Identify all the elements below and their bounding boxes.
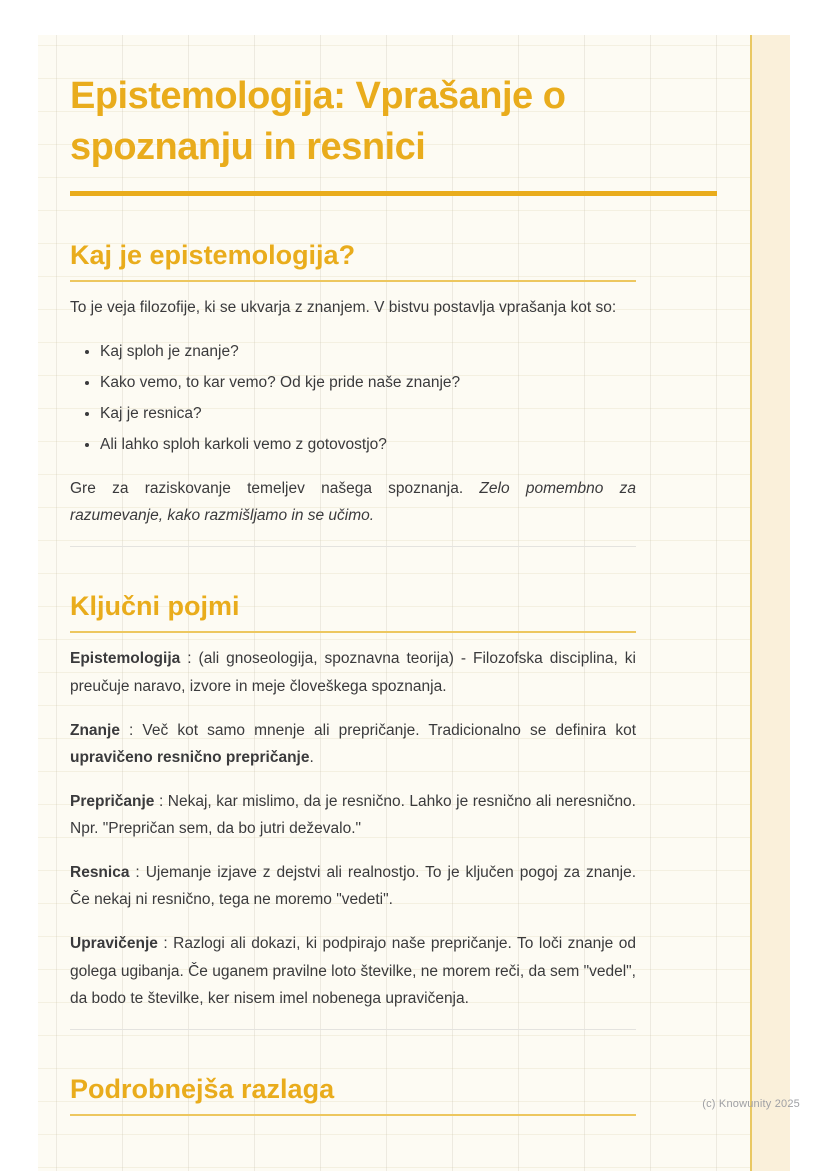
list-item: • Kako vemo, to kar vemo? Od kje pride naše znanje?	[100, 369, 636, 396]
copyright-watermark: (c) Knowunity 2025	[702, 1098, 800, 1110]
closing-paragraph	[70, 475, 636, 529]
term-paragraph	[70, 859, 636, 913]
term-bold-phrase: upravičeno resnično prepričanje	[70, 748, 310, 766]
document-content	[70, 71, 636, 1116]
term-paragraph	[70, 717, 636, 771]
section-heading: Ključni pojmi	[70, 591, 636, 633]
section-heading: Kaj je epistemologija?	[70, 240, 636, 282]
term-separator: :	[119, 721, 143, 739]
section-divider	[70, 1029, 636, 1030]
closing-emphasis: Zelo pomembno za razumevanje, kako razmišljamo in se učimo.	[70, 480, 636, 525]
closing-text: Gre za raziskovanje temeljev našega spoznanja.	[70, 480, 480, 498]
term-tail: .	[309, 748, 314, 766]
term-definition: Razlogi ali dokazi, ki podpirajo naše prepričanje. To loči znanje od golega ugibanja. Če uganem pravilne loto številke, ne morem reči, da sem "vedel", da bodo te številke, ker nisem imel nobenega upravičenja.	[70, 935, 636, 1007]
section-heading: Podrobnejša razlaga	[70, 1074, 636, 1116]
term-definition: Več kot samo mnenje ali prepričanje. Tradicionalno se definira kot	[142, 721, 636, 739]
question-list	[70, 338, 636, 459]
term-separator: :	[154, 792, 168, 810]
list-item: • Kaj sploh je znanje?	[100, 338, 636, 365]
section-detailed-explanation	[70, 1074, 636, 1116]
list-item: • Ali lahko sploh karkoli vemo z gotovostjo?	[100, 431, 636, 458]
page-edge-strip	[750, 35, 790, 1171]
intro-paragraph: To je veja filozofije, ki se ukvarja z znanjem. V bistvu postavlja vprašanja kot so:	[70, 298, 617, 316]
document-title: Epistemologija: Vprašanje o spoznanju in resnici	[70, 75, 566, 169]
list-item: • Kaj je resnica?	[100, 400, 636, 427]
term-paragraph	[70, 788, 636, 842]
term-name: Upravičenje	[70, 935, 158, 953]
term-paragraph	[70, 645, 636, 699]
term-separator: :	[129, 864, 146, 882]
term-separator: :	[157, 935, 174, 953]
term-paragraph	[70, 930, 636, 1011]
paper-sheet	[38, 35, 790, 1171]
title-rule	[70, 191, 717, 196]
term-name: Prepričanje	[70, 792, 155, 810]
section-what-is-epistemology	[70, 240, 636, 530]
section-divider	[70, 546, 636, 547]
term-name: Resnica	[70, 864, 130, 882]
term-definition: Nekaj, kar mislimo, da je resnično. Lahko je resnično ali neresnično. Npr. "Prepričan sem, da bo jutri deževalo."	[70, 792, 636, 838]
term-name: Epistemologija	[70, 650, 181, 668]
term-separator: :	[180, 650, 199, 668]
section-key-terms	[70, 591, 636, 1011]
term-definition: (ali gnoseologija, spoznavna teorija) - Filozofska disciplina, ki preučuje naravo, izvore in meje človeškega spoznanja.	[70, 650, 636, 695]
term-name: Znanje	[70, 721, 120, 739]
term-definition: Ujemanje izjave z dejstvi ali realnostjo. To je ključen pogoj za znanje. Če nekaj ni resnično, tega ne moremo "vedeti".	[70, 864, 637, 909]
